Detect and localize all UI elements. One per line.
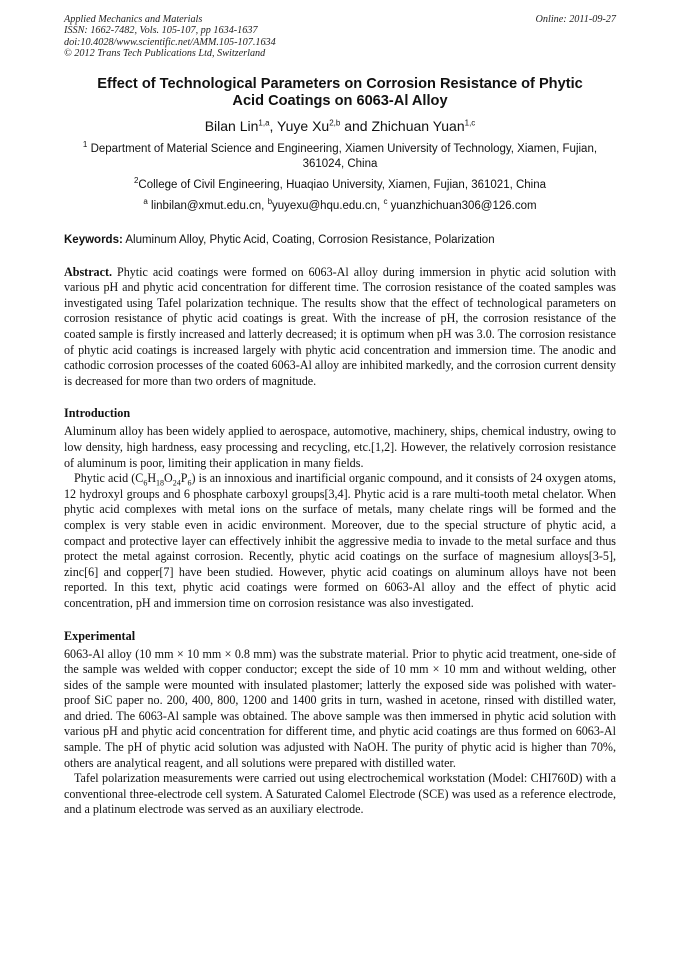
experimental-paragraph-1: 6063-Al alloy (10 mm × 10 mm × 0.8 mm) was the substrate material. Prior to phytic acid treatment, one-side of the sample was welded with copper conductor; except the side of 10 mm × 10 mm and without welding, other sides of the sample were mounted with insulated plastomer; latterly the exposed side was polished with water-proof SiC paper no. 200, 400, 800, 1200 and 1400 grits in turn, washed in acetone, rinsed with distilled water, and dried. The 6063-Al sample was obtained. The above sample was then immersed in phytic acid solution with various pH and phytic acid concentration for different time, and phytic acid coatings are thus formed on 6063-Al sample. The pH of phytic acid solution was adjusted with NaOH. The purity of phytic acid is higher than 70%, others are analytical reagent, and all solutions were prepared with distilled water. <box>64 646 616 770</box>
formula-subscript: 6 <box>187 478 192 488</box>
affiliation-text: Department of Material Science and Engineering, Xiamen University of Technology, Xiamen, Fujian, 361024, China <box>87 142 598 170</box>
email-address: linbilan@xmut.edu.cn, <box>147 199 268 212</box>
affiliation-mark: 2 <box>133 175 139 185</box>
online-date: Online: 2011-09-27 <box>535 14 616 25</box>
journal-copyright: © 2012 Trans Tech Publications Ltd, Switzerland <box>64 48 266 60</box>
email-address: yuyexu@hqu.edu.cn, <box>272 199 384 212</box>
author-conjunction: and <box>340 117 372 134</box>
keywords-text: Aluminum Alloy, Phytic Acid, Coating, Corrosion Resistance, Polarization <box>122 233 495 246</box>
journal-info <box>64 14 276 60</box>
paragraph-text: ) is an innoxious and inartificial organic compound, and it consists of 24 oxygen atoms, 12 hydroxyl groups and 6 phosphate carboxyl groups[3,4]. Phytic acid is a rare multi-tooth metal chelator. When phytic acid complexes with metal ions on the surface of metals, many chelate rings will be formed and the complex is very stable even in acidic environment. Moreover, due to the special structure of phytic acid, a compact and protective layer can effectively inhibit the aggressive media to invade to the metal surface and thus protect the metal against corrosion. Recently, phytic acid coatings on the surface of magnesium alloys[3-5], zinc[6] and copper[7] have been studied. However, phytic acid coatings on aluminum alloys have not been reported. In this text, phytic acid coatings were formed on 6063-Al alloy and the effect of phytic acid concentration, pH and immersion time on corrosion resistance was also investigated. <box>64 471 616 610</box>
formula-subscript: 18 <box>156 478 165 488</box>
section-heading-introduction: Introduction <box>64 406 131 421</box>
paragraph-text: Phytic acid (C <box>74 471 144 486</box>
author-affiliation-mark: 1,c <box>464 117 476 127</box>
author-name: Bilan Lin <box>204 117 259 134</box>
affiliation-mark: 1 <box>82 139 88 149</box>
author-name: Yuye Xu <box>277 117 330 134</box>
formula-subscript: 24 <box>172 478 181 488</box>
affiliation-2 <box>64 175 616 193</box>
formula-subscript: 6 <box>143 478 148 488</box>
author-name: Zhichuan Yuan <box>371 117 465 134</box>
paper-title-line-1: Effect of Technological Parameters on Corrosion Resistance of Phytic <box>97 75 583 92</box>
author-affiliation-mark: 2,b <box>329 117 341 127</box>
paper-title-line-2: Acid Coatings on 6063-Al Alloy <box>232 93 448 110</box>
formula-element: H <box>147 471 157 486</box>
affiliation-1 <box>64 139 616 172</box>
abstract-label: Abstract. <box>64 264 113 279</box>
author-separator: , <box>269 117 278 134</box>
email-mark: b <box>267 196 273 206</box>
email-mark: a <box>143 196 148 206</box>
email-address: yuanzhichuan306@126.com <box>387 199 537 212</box>
introduction-paragraph-1: Aluminum alloy has been widely applied to aerospace, automotive, machinery, ships, chemical industry, owing to low density, high hardness, easy processing and recycling, etc.[1,2]. However, the relatively corrosion resistance of aluminum is poor, limiting their application in many fields. <box>64 424 616 470</box>
formula-element: O <box>164 471 173 486</box>
paper-title <box>64 76 616 111</box>
keywords <box>64 233 616 248</box>
abstract <box>64 265 616 390</box>
author-affiliation-mark: 1,a <box>258 117 270 127</box>
journal-header <box>64 14 616 60</box>
keywords-label: Keywords: <box>64 233 123 246</box>
journal-name: Applied Mechanics and Materials <box>64 14 203 25</box>
affiliation-text: College of Civil Engineering, Huaqiao University, Xiamen, Fujian, 361021, China <box>138 178 547 191</box>
journal-doi: doi:10.4028/www.scientific.net/AMM.105-107.1634 <box>64 36 276 48</box>
formula-element: P <box>180 471 188 486</box>
journal-issn: ISSN: 1662-7482, Vols. 105-107, pp 1634-1637 <box>64 25 258 37</box>
author-emails <box>64 196 616 214</box>
abstract-text: Phytic acid coatings were formed on 6063-Al alloy during immersion in phytic acid solution with various pH and phytic acid concentration for different time. The corrosion resistance of the coated samples was investigated using Tafel polarization technique. The results show that the effect of technological parameters on corrosion resistance of phytic acid coatings is great. With the increase of pH, the corrosion resistance of the coated sample is firstly increased and latterly decreased; it is optimum when pH was 3.0. The corrosion resistance of phytic acid coatings is increased largely with phytic acid concentration and immersion time. The anodic and cathodic corrosion processes of the coated 6063-Al alloy are inhibited markedly, and the corrosion current density is decreased for more than two orders of magnitude. <box>64 264 616 388</box>
author-list <box>64 117 616 135</box>
email-mark: c <box>383 196 388 206</box>
section-heading-experimental: Experimental <box>64 628 136 643</box>
introduction-paragraph-2 <box>64 471 616 611</box>
experimental-paragraph-2: Tafel polarization measurements were carried out using electrochemical workstation (Model: CHI760D) with a conventional three-electrode cell system. A Saturated Calomel Electrode (SCE) was used as a reference electrode, and a platinum electrode was served as an auxiliary electrode. <box>64 771 616 817</box>
